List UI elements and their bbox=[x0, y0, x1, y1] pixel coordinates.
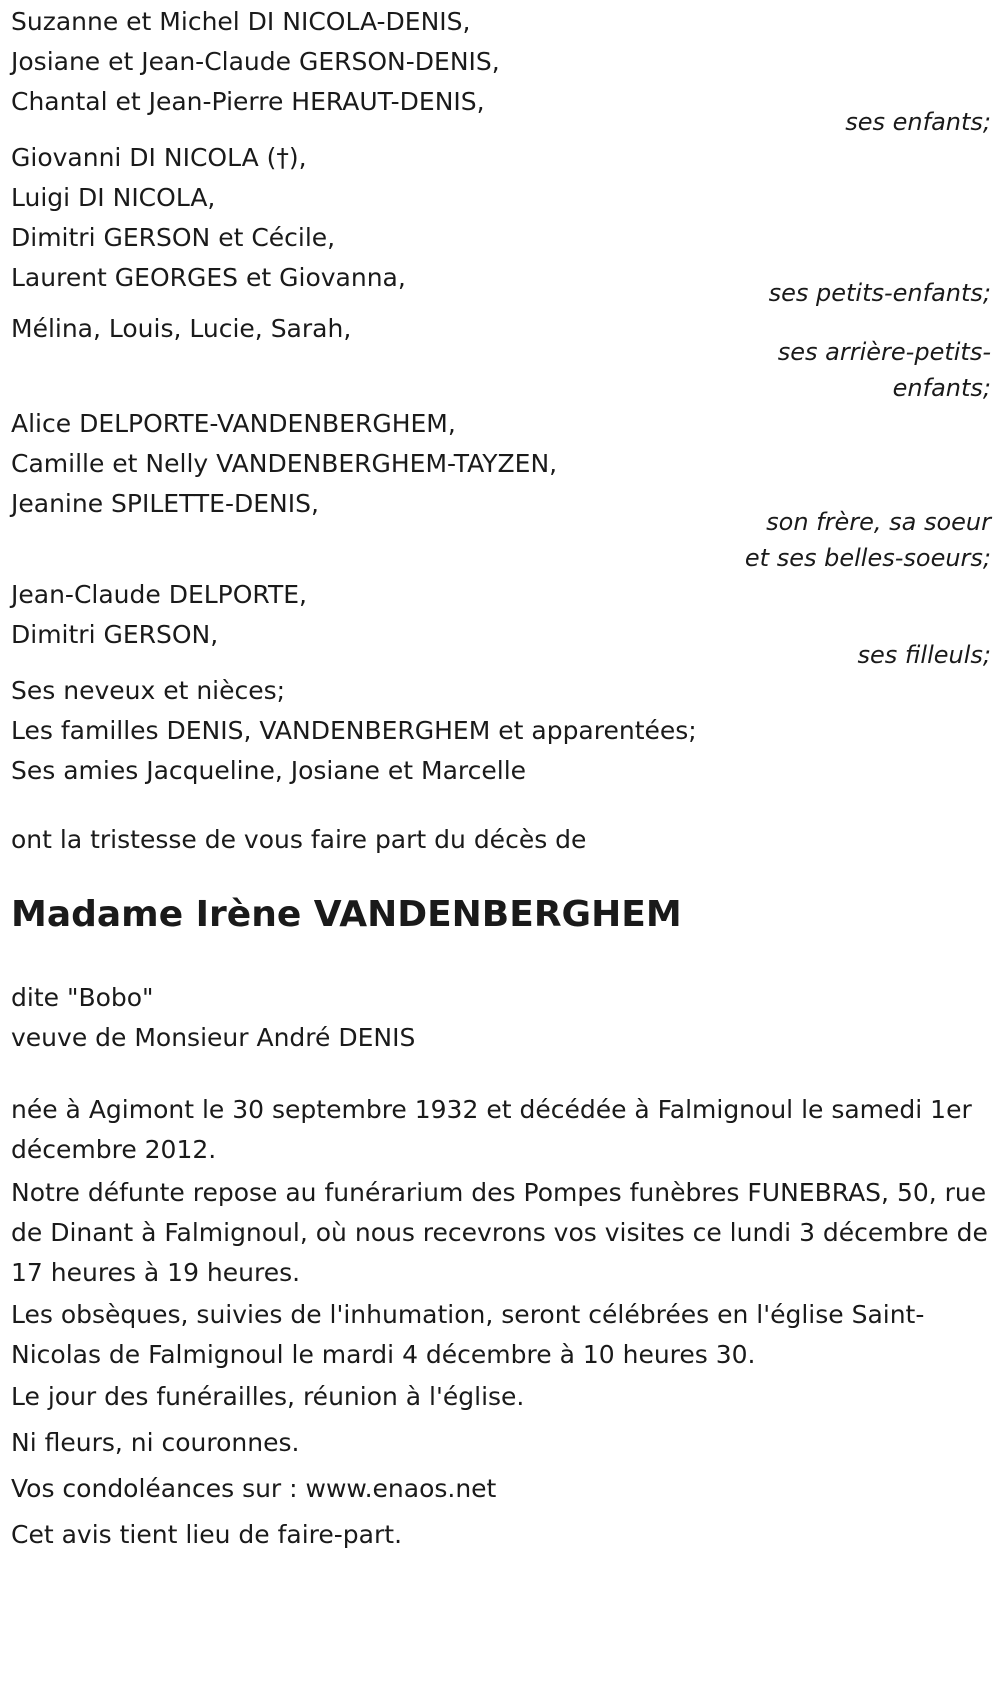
great-grandchildren-role-line2: enfants; bbox=[892, 374, 991, 402]
siblings-role-line2: et ses belles-soeurs; bbox=[744, 544, 991, 572]
deceased-details bbox=[11, 978, 991, 1058]
godchildren-role: ses filleuls; bbox=[857, 641, 991, 669]
name-line: Camille et Nelly VANDENBERGHEM-TAYZEN, bbox=[11, 449, 558, 478]
name-line: Josiane et Jean-Claude GERSON-DENIS, bbox=[11, 47, 500, 76]
name-line: Ses amies Jacqueline, Josiane et Marcelle bbox=[11, 756, 527, 785]
announcement-text: ont la tristesse de vous faire part du décès de bbox=[11, 825, 587, 854]
name-line: Jeanine SPILETTE-DENIS, bbox=[11, 489, 319, 518]
funeral-home-paragraph: Notre défunte repose au funérarium des Pompes funèbres FUNEBRAS, 50, rue de Dinant à Falmignoul, où nous recevrons vos visites ce lundi 3 décembre de 17 heures à 19 heures. bbox=[11, 1178, 988, 1287]
nickname: dite "Bobo" bbox=[11, 983, 154, 1012]
birth-death-paragraph: née à Agimont le 30 septembre 1932 et décédée à Falmignoul le samedi 1er décembre 2012. bbox=[11, 1095, 972, 1164]
children-role: ses enfants; bbox=[845, 108, 991, 136]
gathering-paragraph: Le jour des funérailles, réunion à l'église. bbox=[11, 1382, 525, 1411]
name-line: Ses neveux et nièces; bbox=[11, 676, 286, 705]
name-line: Laurent GEORGES et Giovanna, bbox=[11, 263, 406, 292]
name-line: Mélina, Louis, Lucie, Sarah, bbox=[11, 314, 352, 343]
name-line: Chantal et Jean-Pierre HERAUT-DENIS, bbox=[11, 87, 485, 116]
condolences-paragraph: Vos condoléances sur : www.enaos.net bbox=[11, 1474, 497, 1503]
widow-of: veuve de Monsieur André DENIS bbox=[11, 1023, 416, 1052]
name-line: Dimitri GERSON et Cécile, bbox=[11, 223, 336, 252]
name-line: Giovanni DI NICOLA (†), bbox=[11, 143, 307, 172]
children-group bbox=[11, 2, 991, 122]
name-line: Dimitri GERSON, bbox=[11, 620, 219, 649]
name-line: Suzanne et Michel DI NICOLA-DENIS, bbox=[11, 7, 471, 36]
announcement bbox=[11, 820, 991, 860]
name-line: Les familles DENIS, VANDENBERGHEM et apparentées; bbox=[11, 716, 697, 745]
name-line: Jean-Claude DELPORTE, bbox=[11, 580, 307, 609]
name-line: Luigi DI NICOLA, bbox=[11, 183, 216, 212]
deceased-name: Madame Irène VANDENBERGHEM bbox=[11, 894, 682, 935]
great-grandchildren-role-line1: ses arrière-petits- bbox=[777, 338, 991, 366]
grandchildren-role: ses petits-enfants; bbox=[768, 279, 991, 307]
godchildren-group bbox=[11, 575, 991, 655]
siblings-role-line1: son frère, sa soeur bbox=[766, 508, 991, 536]
others-group bbox=[11, 671, 991, 791]
funeral-paragraph: Les obsèques, suivies de l'inhumation, seront célébrées en l'église Saint-Nicolas de Falmignoul le mardi 4 décembre à 10 heures 30. bbox=[11, 1300, 925, 1369]
name-line: Alice DELPORTE-VANDENBERGHEM, bbox=[11, 409, 456, 438]
notice-paragraph: Cet avis tient lieu de faire-part. bbox=[11, 1520, 403, 1549]
flowers-paragraph: Ni fleurs, ni couronnes. bbox=[11, 1428, 300, 1457]
